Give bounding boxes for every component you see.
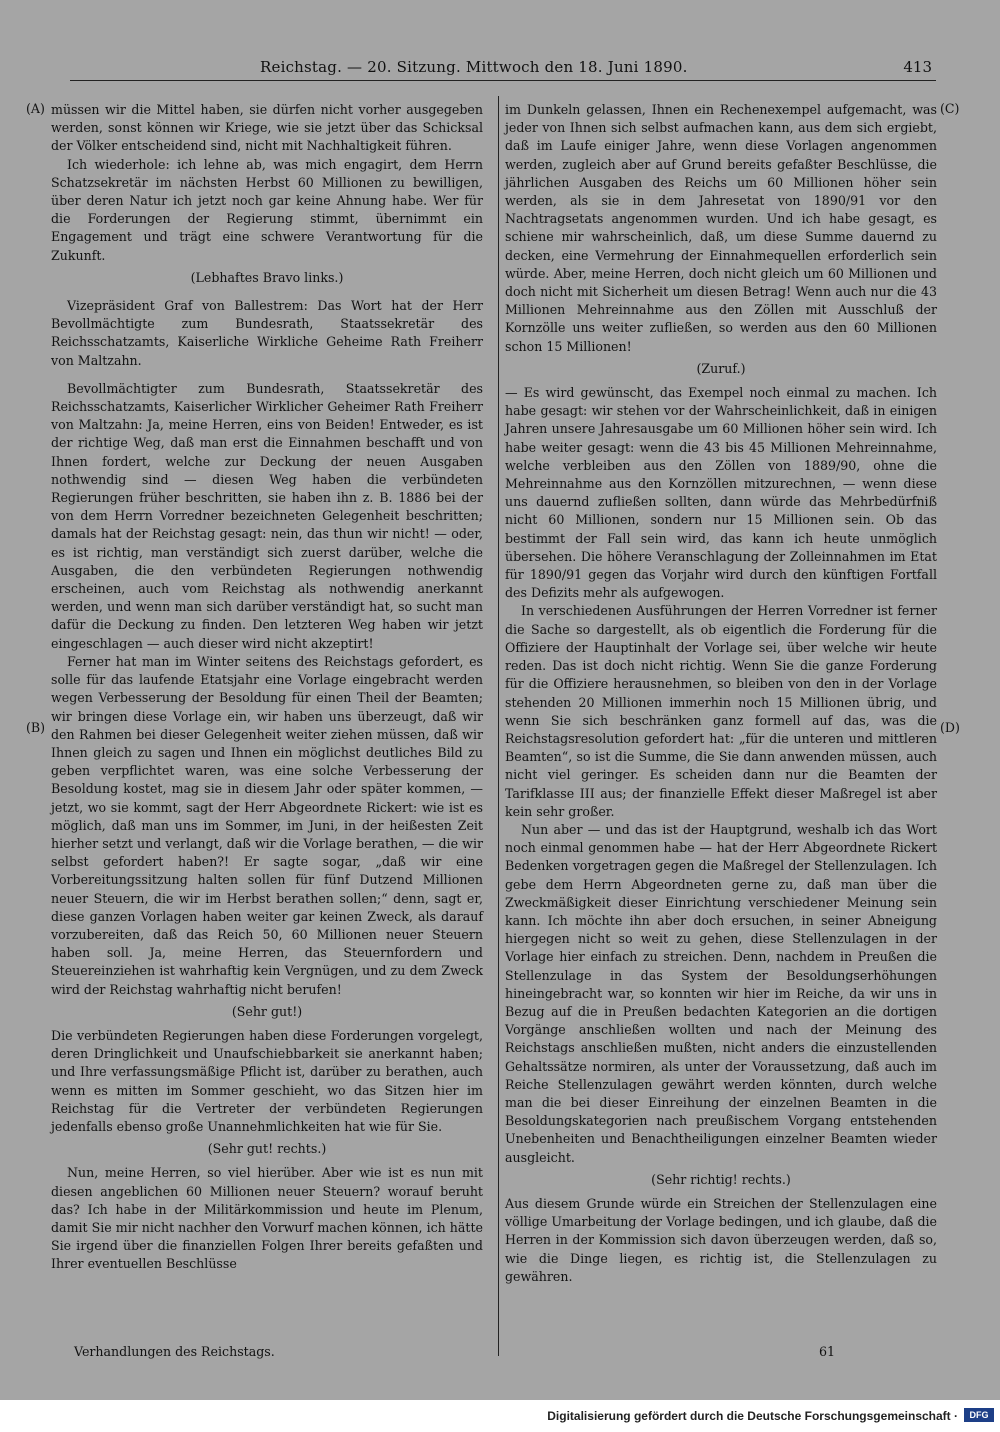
paragraph: müssen wir die Mittel haben, sie dürfen nicht vorher ausgegeben werden, sonst können wir Kriege, wie sie jetzt über das Schicksal der Völker entscheidend sind, nicht mit Nachhaltigkeit führen. [51, 102, 483, 154]
margin-marker-b: (B) [26, 720, 46, 735]
margin-marker-d: (D) [940, 720, 960, 735]
reaction-note: (Lebhaftes Bravo links.) [190, 269, 344, 285]
page-header [70, 56, 932, 80]
paragraph: Aus diesem Grunde würde ein Streichen der Stellenzulagen eine völlige Umarbeitung der Vorlage bedingen, und ich glaube, daß die Herren in der Kommission sich davon überzeugen werden, daß so, wie die Dinge liegen, es richtig ist, die Stellenzulagen zu gewähren. [505, 1195, 937, 1284]
right-column [505, 101, 937, 1286]
paragraph: Bevollmächtigter zum Bundesrath, Staatssekretär des Reichsschatzamts, Kaiserlicher Wirklicher Geheimer Rath Freiherr von Maltzahn: Ja, meine Herren, eins von Beiden! Entweder, es ist der richtige Weg, daß man erst die Einnahmen beschafft und von Ihnen fordert, welche zur Deckung der neuen Ausgaben nothwendig sind — diesen Weg haben die verbündeten Regierungen früher beschritten, sie haben ihn z. B. 1886 bei der von dem Herrn Vorredner bezeichneten Gelegenheit beschritten; damals hat der Reichstag gesagt: nein, das thun wir nicht! — oder, es ist richtig, man verständigt sich zuerst darüber, welche die Ausgaben, die den verbündeten Regierungen nothwendig erscheinen, auch vom Reichstag als nothwendig anerkannt werden, und wenn man sich darüber verständigt hat, so sucht man dafür die Deckung zu finden. Den letzteren Weg haben wir jetzt eingeschlagen — auch dieser wird nicht akzeptirt! [51, 380, 483, 651]
paragraph: Ferner hat man im Winter seitens des Reichstags gefordert, es solle für das laufende Etatsjahr eine Vorlage eingebracht werden wegen Verbesserung der Besoldung für einen Theil der Beamten; wir bringen diese Vorlage ein, wir haben uns überzeugt, daß wir den Rahmen bei dieser Gelegenheit weiter ziehen müssen, daß wir Ihnen gleich zu sagen und Ihnen ein möglichst deutliches Bild zu geben verpflichtet waren, was eine solche Verbesserung der Besoldung kostet, mag sie in diesem Jahr oder später kommen, — jetzt, wo sie kommt, sagt der Herr Abgeordnete Rickert: wie ist es möglich, daß man uns im Sommer, im Juni, in der heißesten Zeit hierher setzt und verlangt, daß wir die Vorlage berathen, — die wir selbst gefordert haben?! Er sagte sogar, „daß wir eine Vorbereitungssitzung halten sollen für fünf Dutzend Millionen neuer Steuern, die wir im Herbst berathen sollen;“ denn, sagt er, diese ganzen Vorlagen haben weiter gar keinen Zweck, als darauf vorzubereiten, daß das Reich 50, 60 Millionen neuer Steuern haben soll. Ja, meine Herren, das Steuernfordern und Steuereinziehen ist wahrhaftig kein Vergnügen, und zu dem Zweck wird der Reichstag wahrhaftig nicht berufen! [51, 653, 483, 997]
reaction-note: (Zuruf.) [696, 360, 746, 376]
paragraph: im Dunkeln gelassen, Ihnen ein Rechenexempel aufgemacht, was jeder von Ihnen sich selbst aufmachen kann, aus dem sich ergiebt, daß im Laufe einiger Jahre, wenn diese Vorlagen angenommen werden, zugleich aber auf Grund bereits gefaßter Beschlüsse, die jährlichen Ausgaben des Reichs um 60 Millionen höher sein werden, als sie in dem Jahresetat von 1890/91 vor den Nachtragsetats angenommen wurden. Und ich habe gesagt, es schiene mir wahrscheinlich, daß, um diese Summe dauernd zu decken, eine Vermehrung der Einnahmequellen erforderlich sein würde. Aber, meine Herren, doch nicht gleich um 60 Millionen und doch nicht mit Sicherheit um diesen Betrag! Wenn auch nur die 43 Millionen Mehreinnahme aus den Zöllen mit Ausschluß der Kornzölle uns weiter zufließen, so werden aus den 60 Millionen schon 15 Millionen! [505, 102, 937, 354]
reaction-note: (Sehr richtig! rechts.) [651, 1171, 791, 1187]
paragraph: Nun, meine Herren, so viel hierüber. Aber wie ist es nun mit diesen angeblichen 60 Millionen neuer Steuern? worauf beruht das? Ich habe in der Militärkommission und heute im Plenum, damit Sie mir nicht nachher den Vorwurf machen können, ich hätte Sie irgend über die finanziellen Folgen Ihrer bereits gefaßten und Ihrer eventuellen Beschlüsse [51, 1165, 483, 1272]
paragraph: Ich wiederhole: ich lehne ab, was mich engagirt, dem Herrn Schatzsekretär im nächsten Herbst 60 Millionen zu bewilligen, über deren Natur ich jetzt noch gar keine Ahnung habe. Wer für die Forderungen der Regierung stimmt, übernimmt ein Engagement und trägt eine schwere Verantwortung für die Zukunft. [51, 156, 483, 263]
paragraph: Die verbündeten Regierungen haben diese Forderungen vorgelegt, deren Dringlichkeit und Unaufschiebbarkeit sie anerkannt haben; und Ihre verfassungsmäßige Pflicht ist, darüber zu berathen, auch wenn es mitten im Sommer geschieht, wo das Sitzen hier im Reichstag für die Vertreter der verbündeten Regierungen jedenfalls ebenso große Unannehmlichkeiten hat wie für Sie. [51, 1027, 483, 1134]
paragraph: Nun aber — und das ist der Hauptgrund, weshalb ich das Wort noch einmal genommen habe — hat der Herr Abgeordnete Rickert Bedenken vorgetragen gegen die Maßregel der Stellenzulagen. Ich gebe dem Herrn Abgeordneten gerne zu, daß man über die Zweckmäßigkeit dieser Einrichtung verschiedener Meinung sein kann. Ich möchte ihn aber doch ersuchen, in seiner Abneigung hiergegen nicht so weit zu gehen, diese Stellenzulagen in der Vorlage hier einfach zu streichen. Denn, nachdem in Preußen die Stellenzulage in das System der Besoldungserhöhungen hineingebracht war, so konnten wir hier im Reiche, da wir uns in Bezug auf die in Preußen bedachten Kategorien an die dortigen Vorgänge anschließen wollten und nach der Meinung des Reichstags anschließen mußten, nicht anders die einzustellenden Gehaltssätze normiren, als unter der Voraussetzung, daß auch im Reiche Stellenzulagen gewährt werden könnten, durch welche man die bei dieser Einreihung der einzelnen Beamten in die Besoldungskategorien nach preußischem Vorgang entstehenden Unebenheiten und Benachtheiligungen einzelner Beamten wieder ausgleicht. [505, 821, 937, 1165]
footer-sheet-number: 61 [819, 1344, 836, 1359]
page-number: 413 [903, 58, 932, 76]
footer-publication: Verhandlungen des Reichstags. [74, 1344, 275, 1359]
reaction-note: (Sehr gut!) [231, 1003, 303, 1019]
paragraph: — Es wird gewünscht, das Exempel noch einmal zu machen. Ich habe gesagt: wir stehen vor der Wahrscheinlichkeit, daß in einigen Jahren unsere Jahresausgabe um 60 Millionen höher sein wird. Ich habe weiter gesagt: wenn die 43 bis 45 Millionen Mehreinnahme, welche verbleiben aus den Zöllen von 1889/90, ohne die Mehreinnahme aus den Kornzöllen mitzurechnen, — wenn diese uns dauernd zufließen sollten, dann würde das Mehrbedürfniß nicht 60 Millionen, sondern nur 15 Millionen sein. Ob das bestimmt der Fall sein wird, das kann ich heute unmöglich übersehen. Die höhere Veranschlagung der Zolleinnahmen im Etat für 1890/91 gegen das Vorjahr wird durch den künftigen Fortfall des Defizits mehr als aufgewogen. [505, 385, 937, 601]
funding-bar [0, 1400, 1000, 1432]
dfg-logo-icon: DFG [964, 1408, 994, 1422]
paragraph: Vizepräsident Graf von Ballestrem: Das Wort hat der Herr Bevollmächtigte zum Bundesrath, Staatssekretär des Reichsschatzamts, Kaiserliche Wirkliche Geheime Rath Freiherr von Maltzahn. [51, 298, 483, 368]
margin-marker-a: (A) [26, 101, 45, 116]
column-divider [498, 96, 499, 1356]
paragraph: In verschiedenen Ausführungen der Herren Vorredner ist ferner die Sache so dargestellt, als ob eigentlich die Forderung für die Offiziere der Hauptinhalt der Vorlage sei, über welche wir heute reden. Das ist doch nicht richtig. Wenn Sie die ganze Forderung für die Offiziere herausnehmen, so bleiben von den in der Vorlage stehenden 20 Millionen immerhin noch 15 Millionen übrig, und wenn Sie sich beschränken ganz formell auf das, was die Reichstagsresolution gefordert hat: „für die unteren und mittleren Beamten“, so ist die Summe, die Sie dann anwenden müssen, auch nicht viel geringer. Es scheiden dann nur die Beamten der Tarifklasse III aus; der finanzielle Effekt dieser Maßregel ist aber kein sehr großer. [505, 603, 937, 819]
running-title: Reichstag. — 20. Sitzung. Mittwoch den 18. Juni 1890. [260, 58, 688, 76]
header-rule [70, 80, 936, 81]
margin-marker-c: (C) [940, 101, 960, 116]
reaction-note: (Sehr gut! rechts.) [207, 1141, 327, 1157]
left-column [51, 101, 483, 1274]
funding-notice: Digitalisierung gefördert durch die Deutsche Forschungsgemeinschaft · [547, 1409, 958, 1423]
